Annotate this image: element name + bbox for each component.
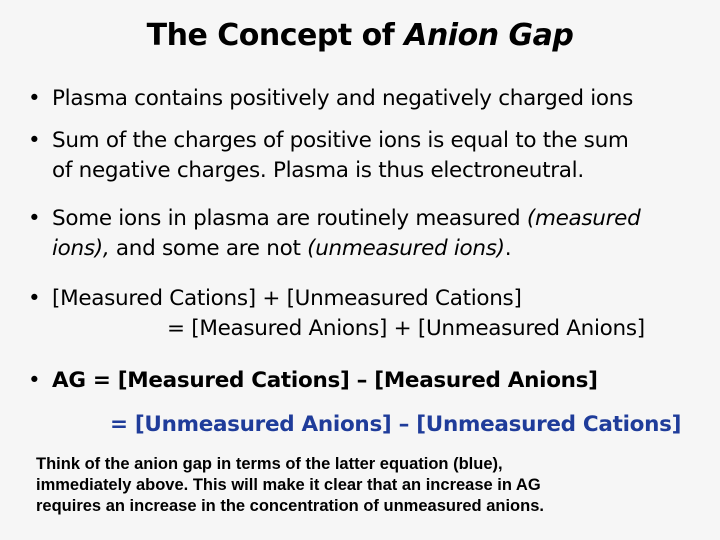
bullet-text: Plasma contains positively and negatively charged ions	[52, 86, 634, 111]
note-line2: immediately above. This will make it clear that an increase in AG	[36, 476, 541, 494]
note-line3: requires an increase in the concentration of unmeasured anions.	[36, 497, 544, 515]
slide-title	[0, 18, 720, 53]
bullet-plasma-ions	[28, 84, 698, 114]
explanatory-note	[36, 454, 706, 517]
bullet-marker: •	[28, 368, 41, 393]
slide-title-plain: The Concept of	[146, 18, 405, 53]
bullet-text-plain: and some are not	[109, 236, 308, 261]
ag-equation: AG = [Measured Cations] – [Measured Anions]	[52, 368, 598, 393]
note-line1: Think of the anion gap in terms of the latter equation (blue),	[36, 455, 503, 473]
bullet-text-italic: ions),	[52, 236, 110, 261]
bullet-marker: •	[28, 286, 41, 311]
bullet-text-italic: (unmeasured ions)	[307, 236, 505, 261]
slide-title-italic: Anion Gap	[404, 18, 574, 53]
bullet-measured-unmeasured	[28, 204, 698, 264]
bullet-charge-equation	[28, 284, 698, 344]
equation-line2: = [Measured Anions] + [Unmeasured Anions]	[167, 316, 645, 341]
bullet-text-line2	[52, 234, 698, 264]
bullet-text-plain: Some ions in plasma are routinely measured	[52, 206, 527, 231]
bullet-electroneutral	[28, 126, 698, 186]
bullet-text-line1: Sum of the charges of positive ions is equal to the sum	[52, 128, 629, 153]
unmeasured-ions-equation: = [Unmeasured Anions] – [Unmeasured Cations]	[110, 412, 682, 437]
bullet-text-line2: of negative charges. Plasma is thus electroneutral.	[52, 158, 584, 183]
bullet-marker: •	[28, 128, 41, 153]
bullet-marker: •	[28, 86, 41, 111]
bullet-text-italic: (measured	[526, 206, 641, 231]
bullet-ag-equation	[28, 366, 698, 396]
equation-line1: [Measured Cations] + [Unmeasured Cations]	[52, 286, 522, 311]
bullet-text-plain: .	[504, 236, 512, 261]
bullet-marker: •	[28, 206, 41, 231]
bullet-text-line1	[52, 204, 698, 234]
